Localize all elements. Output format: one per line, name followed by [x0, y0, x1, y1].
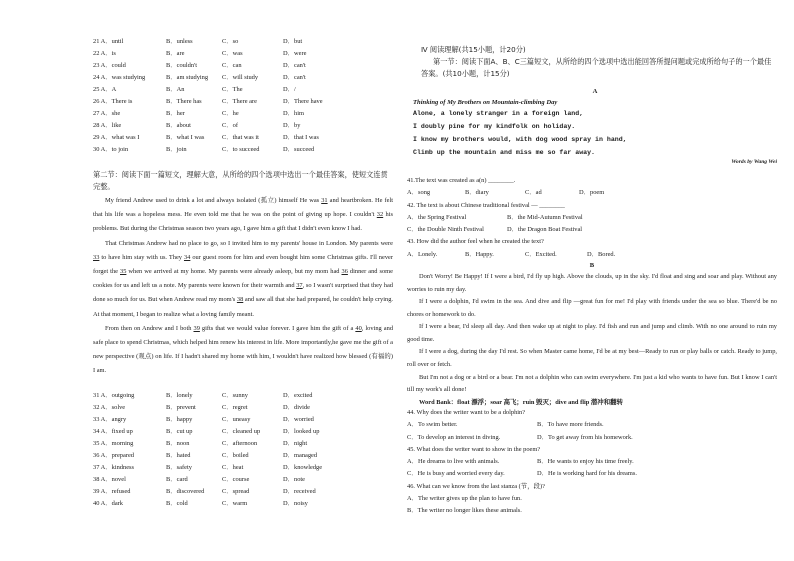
options-31-40 [93, 390, 393, 510]
poem-line: I know my brothers would, with dog wood spray in hand, [413, 135, 627, 143]
question-46-option-a: A．The writer gives up the plan to have fun. [407, 495, 522, 503]
word-bank: Word Bank：float 漂浮；soar 高飞；ruin 毁灭；dive and flip 潜冲和翻转 [419, 398, 623, 406]
option-row: 39 A．refused B．discovered C．spread D．received [93, 488, 316, 495]
question-45: 45. What does the writer want to show in the poem? [407, 445, 541, 453]
option-row: 31 A．outgoing B．lonely C．sunny D．excited [93, 392, 313, 399]
passage-paragraph: If I were a dolphin, I'd swim in the sea. And dive and flip —great fun for me! I'd play with friends under the sea so blue. There'd be no chores or homework to do. [407, 298, 777, 318]
blank-36: 36 [341, 268, 348, 276]
option-row: 27 A．she B．her C．he D．him [93, 110, 304, 117]
passage-paragraph: If I were a bear, I'd sleep all day. And then wake up at night to play. I'd fish and run and jump and climb. With no one around to ruin my good time. [407, 323, 777, 343]
option-row: 34 A．fixed up B．cut up C．cleaned up D．looked up [93, 428, 320, 435]
passage-paragraph: From then on Andrew and I both 39 gifts that we would value forever. I gave him the gift of a 40, loving and safe place to spend Christmas, which helped him renew his interest in life. More importantly,he gave me the gift of a new perspective (观点) on life. If I hadn't shared my home with him, I wouldn't have realized how blessed (有福的) I am. [93, 324, 394, 375]
option-row: 32 A．solve B．prevent C．regret D．divide [93, 404, 310, 411]
option-row: 28 A．like B．about C．of D．by [93, 122, 301, 129]
question-44-options: A．To swim better. B．To have more friends. [407, 421, 604, 429]
blank-38: 38 [236, 296, 244, 304]
question-42-options: C．the Double Ninth Festival D．the Dragon Boat Festival [407, 226, 583, 234]
option-row: 25 A．A B．An C．The D．/ [93, 86, 296, 93]
option-row: 21 A．until B．unless C．so D．but [93, 38, 303, 45]
passage-paragraph: My friend Andrew used to drink a lot and always isolated (孤立) himself He was 31 and heartbroken. He felt that his life was a hopeless mess. He even told me that he was on the point of giving up hope. I couldn't 32 his problems. But during the Christmas season two years ago, I gave him a gift that I didn't even know I had. [93, 197, 393, 233]
blank-37: 37 [296, 282, 303, 290]
poem-title: Thinking of My Brothers on Mountain-climbing Day [413, 98, 558, 106]
question-45-options: A．He dreams to live with animals. B．He wants to enjoy his time freely. [407, 458, 634, 466]
question-44-options: C．To develop an interest in diving. D．To get away from his homework. [407, 433, 633, 441]
question-44: 44. Why does the writer want to be a dolphin? [407, 409, 526, 416]
section2-heading: 第二节：阅读下面一篇短文，理解大意，从所给的四个选项中选出一个最佳答案，使短文连贯完整。 [93, 170, 388, 191]
poem-line: Alone, a lonely stranger in a foreign land, [413, 109, 584, 117]
passage-paragraph: If I were a dog, during the day I'd rest. So when Master came home, I'd be at my best—Ready to run or play balls or catch. Ready to jump, roll over or fetch. [407, 348, 777, 369]
question-45-options: C．He is busy and worried every day. D．He is working hard for his dreams. [407, 470, 637, 478]
passage-b [407, 262, 777, 409]
option-row: 40 A．dark B．cold C．warm D．noisy [93, 500, 308, 507]
option-row: 22 A．is B．are C．was D．were [93, 50, 307, 57]
passage-paragraph: Don't Worry! Be Happy! If I were a bird, I'd fly up high. Above the clouds, up in the sky. I'd float and sing and soar and play. Without any worries to ruin my day. [407, 272, 777, 293]
option-row: 37 A．kindness B．safety C．heat D．knowledge [93, 464, 323, 471]
option-row: 26 A．There is B．There has C．There are D．There have [93, 98, 323, 105]
passage-paragraph: But I'm not a dog or a bird or a bear. I'm not a dolphin who can swim everywhere. I'm just a kid who wants to have fun. But I know I can't till my work's all done! [407, 373, 777, 394]
letter-a: A [592, 88, 598, 95]
letter-b: B [589, 262, 595, 269]
byline: Words by Wang Wei [731, 158, 777, 165]
blank-31: 31 [321, 197, 328, 204]
blank-35: 35 [120, 268, 127, 276]
blank-32: 32 [376, 211, 384, 219]
question-41-options: A．song B．diary C．ad D．poem [407, 189, 605, 197]
poem-line: Climb up the mountain and miss me so far away. [413, 148, 596, 156]
question-43: 43. How did the author feel when he created the text? [407, 238, 544, 246]
passage-paragraph: That Christmas Andrew had no place to go, so I invited him to my parents' house in London. My parents were 33 to have him stay with us. They 34 our guest room for him and even bought him some Christmas gifts. I'll never forget the 35 when we arrived at my home. My parents were already asleep, but my mom had 36 dinner and some cookies for us and left us a note. My parents were known for their warmth and 37, so I wasn't surprised that they had done so much for us. But when Andrew read my mom's 38 and saw all that she had prepared, he couldn't help crying. At that moment, I began to realize what a loving family meant. [93, 239, 393, 318]
section1-heading: 第一节：阅读下面A、B、C三篇短文，从所给的四个选项中选出能回答所提问题或完成所给句子的一个最佳答案。(共10小题，计15分) [421, 57, 772, 78]
question-42: 42. The text is about Chinese traditional festival — ________ [407, 201, 565, 209]
blank-33: 33 [93, 253, 100, 261]
option-row: 30 A．to join B．join C．to succeed D．succeed [93, 146, 315, 153]
part4-heading: Ⅳ 阅读理解(共15小题，计20分) [421, 45, 526, 54]
question-42-options: A．the Spring Festival B．the Mid-Autumn Festival [407, 213, 583, 221]
part4-header [421, 44, 777, 80]
option-row: 35 A．morning B．noon C．afternoon D．night [93, 440, 308, 447]
option-row: 24 A．was studying B．am studying C．will study D．can't [93, 74, 306, 81]
option-row: 23 A．could B．couldn't C．can D．can't [93, 62, 306, 69]
question-43-options: A．Lonely. B．Happy. C．Excited. D．Bored. [407, 250, 616, 258]
option-row: 36 A．prepared B．hated C．boiled D．managed [93, 452, 318, 459]
question-41: 41.The text was created as a(n) ________. [407, 177, 516, 184]
blank-39: 39 [193, 324, 200, 332]
poem-line: I doubly pine for my kindfolk on holiday. [413, 122, 576, 130]
option-row: 33 A．angry B．happy C．uneasy D．worried [93, 416, 314, 423]
blank-40: 40 [355, 324, 362, 332]
questions-44-46 [407, 407, 777, 518]
questions-41-43 [407, 175, 777, 261]
passage-a [413, 88, 777, 166]
cloze-passage [93, 194, 393, 379]
options-21-30 [93, 36, 393, 156]
question-46-option-b: B．The writer no longer likes these animals. [407, 507, 522, 515]
option-row: 38 A．novel B．card C．course D．note [93, 476, 306, 483]
question-46: 46. What can we know from the last stanza (节，段)? [407, 482, 545, 490]
option-row: 29 A．what was I B．what I was C．that was it D．that I was [93, 134, 319, 141]
blank-34: 34 [183, 253, 191, 261]
